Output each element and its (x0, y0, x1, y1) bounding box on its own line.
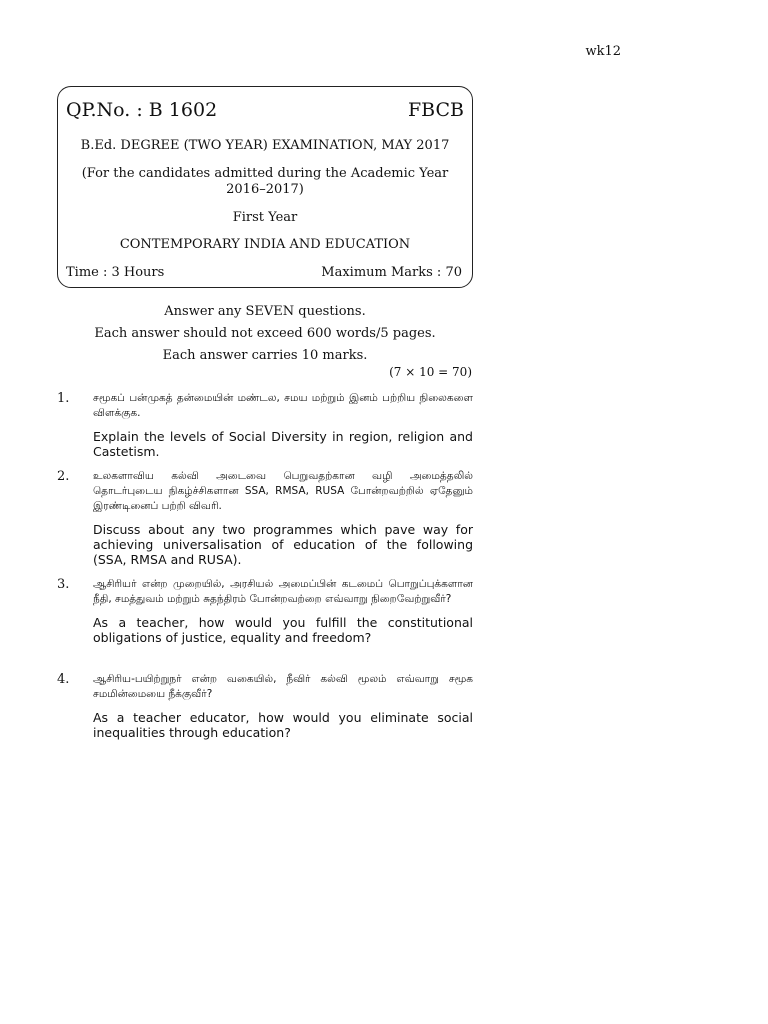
admission-note-line1: (For the candidates admitted during the Academic Year (81, 166, 449, 181)
qp-number: QP.No. : B 1602 (66, 99, 218, 121)
max-marks-label: Maximum Marks : 70 (321, 265, 462, 280)
question-english: As a teacher educator, how would you eliminate social inequalities through education? (93, 710, 473, 740)
qp-row (66, 99, 464, 121)
question-english: As a teacher, how would you fulfill the constitutional obligations of justice, equality and freedom? (93, 615, 473, 645)
question-tamil: ஆசிரியர் என்ற முறையில், அரசியல் அமைப்பின் கடமைப் பொறுப்புக்களான நீதி, சமத்துவம் மற்றும் சுதந்திரம் போன்றவற்றை எவ்வாறு நிறைவேற்றுவீர்? (93, 578, 473, 605)
question-number: 1. (57, 391, 70, 406)
question-2 (57, 469, 473, 567)
paper-code: FBCB (408, 99, 464, 121)
question-tamil: ஆசிரிய-பயிற்றுநர் என்ற வகையில், நீவிர் கல்வி மூலம் எவ்வாறு சமூக சமமின்மையை நீக்குவீர்? (93, 673, 473, 700)
instruction-marks-each: Each answer carries 10 marks. (162, 348, 368, 363)
question-tamil: சமூகப் பன்முகத் தன்மையின் மண்டல, சமய மற்றும் இனம் பற்றிய நிலைகளை விளக்குக. (93, 392, 473, 419)
year-label: First Year (232, 210, 298, 225)
exam-title: B.Ed. DEGREE (TWO YEAR) EXAMINATION, MAY 2017 (80, 138, 450, 153)
exam-header-box (57, 86, 473, 288)
question-tamil: உலகளாவிய கல்வி அடைவை பெறுவதற்கான வழி அமைத்தலில் தொடர்புடைய நிகழ்ச்சிகளான SSA, RMSA, RUSA போன்றவற்றில் ஏதேனும் இரண்டினைப் பற்றி விவரி. (93, 470, 473, 512)
page-code: wk12 (585, 44, 621, 59)
instruction-word-limit: Each answer should not exceed 600 words/5 pages. (94, 326, 436, 341)
question-number: 2. (57, 469, 70, 484)
time-marks-row (66, 265, 462, 280)
admission-note-line2: 2016–2017) (226, 182, 304, 197)
question-3 (57, 577, 473, 645)
question-english: Explain the levels of Social Diversity in region, religion and Castetism. (93, 429, 473, 459)
instruction-answer-seven: Answer any SEVEN questions. (164, 304, 366, 319)
question-english: Discuss about any two programmes which pave way for achieving universalisation of education of the following (SSA, RMSA and RUSA). (93, 522, 473, 567)
question-4 (57, 672, 473, 740)
time-label: Time : 3 Hours (66, 265, 165, 280)
question-number: 3. (57, 577, 70, 592)
marks-note: (7 × 10 = 70) (389, 365, 472, 379)
question-number: 4. (57, 672, 70, 687)
subject-title: CONTEMPORARY INDIA AND EDUCATION (119, 237, 411, 252)
question-1 (57, 391, 473, 459)
